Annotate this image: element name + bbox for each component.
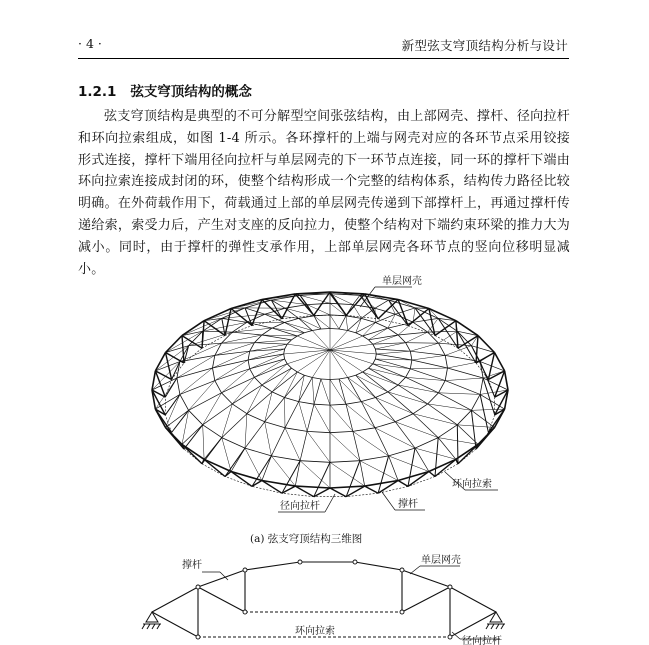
figure-b-annotations <box>202 566 500 639</box>
body-paragraph: 弦支穹顶结构是典型的不可分解型空间张弦结构，由上部网壳、撑杆、径向拉杆和环向拉索组成，如图 1-4 所示。各环撑杆的上端与网壳对应的各环节点采用铰接形式连接，撑杆下端用径向拉杆与单层网壳的下一环节点连接，同一环的撑杆下端由环向拉索连接成封闭的环，使整个结构形成一个完整的结构体系，结构传力路径比较明确。在外荷载作用下，荷载通过上部的单层网壳传递到下部撑杆上，再通过撑杆传递给索，索受力后，产生对支座的反向拉力，使整个结构对下端约束环梁的推力大为减小。同时，由于撑杆的弹性支承作用，上部单层网壳各环节点的竖向位移明显减小。 <box>78 109 570 277</box>
label-shell: 单层网壳 <box>382 276 422 287</box>
header-rule <box>78 58 569 59</box>
label-b-shell: 单层网壳 <box>421 555 461 566</box>
label-hoop-cable: 环向拉索 <box>452 479 492 490</box>
label-b-radial-rod: 径向拉杆 <box>462 636 502 645</box>
label-b-hoop-cable: 环向拉索 <box>295 626 335 637</box>
book-title: 新型弦支穹顶结构分析与设计 <box>401 38 568 53</box>
dome-section-figure <box>140 552 510 645</box>
section-number: 1.2.1 <box>78 84 117 100</box>
label-b-strut: 撑杆 <box>182 560 202 571</box>
dome-wireframe <box>152 292 508 497</box>
running-header <box>78 36 568 56</box>
dome-3d-figure <box>120 272 540 522</box>
label-radial-rod: 径向拉杆 <box>280 501 320 512</box>
section-title: 弦支穹顶结构的概念 <box>130 84 252 100</box>
page-number: · 4 · <box>78 36 102 51</box>
label-strut: 撑杆 <box>398 499 418 510</box>
figure-caption: (a) 弦支穹顶结构三维图 <box>250 533 363 545</box>
section-heading <box>78 80 252 100</box>
